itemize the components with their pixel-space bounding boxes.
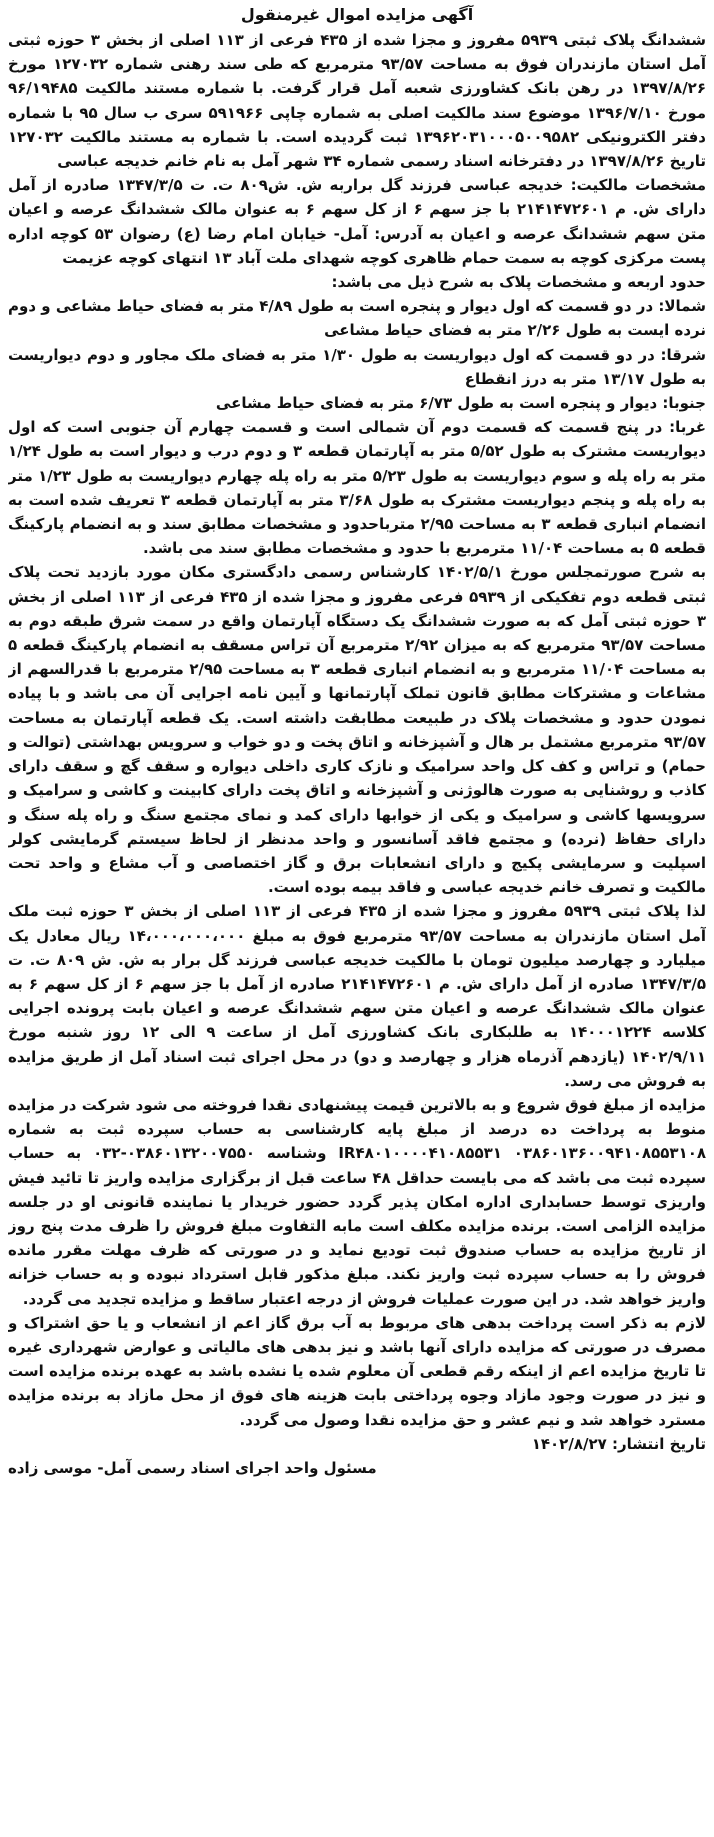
boundary-north: شمالا: در دو قسمت که اول دیوار و پنجره است به طول ۴/۸۹ متر به فضای حیاط مشاعی و دوم نرده ایست به طول ۲/۲۶ متر به فضای حیاط مشاعی <box>8 297 706 340</box>
boundaries-heading: حدود اربعه و مشخصات پلاک به شرح ذیل می باشد: <box>331 273 706 292</box>
signature: مسئول واحد اجرای اسناد رسمی آمل- موسی زاده <box>8 1458 377 1477</box>
auction-terms-paragraph: مزایده از مبلغ فوق شروع و به بالاترین قیمت پیشنهادی نقدا فروخته می شود شرکت در مزایده منوط به پرداخت ده درصد از مبلغ پایه کارشناسی به حساب سپرده ثبت به شماره ۰۳۸۶۰۱۳۶۰۰۹۴۱۰۸۵۵۳۱۰۸ IR۴۸۰۱۰۰۰۰۴۱۰۸۵۵۳۱ وشناسه ۰۳۸۶۰۱۳۲۰۰۷۵۵۰-۰۳۲ به حساب سپرده ثبت می باشد که می بایست حداقل ۴۸ ساعت قبل از برگزاری مزایده واریز تا تائید فیش واریزی توسط حسابداری اداره امکان پذیر گردد حضور خریدار یا نماینده قانونی او در جلسه مزایده الزامی است. برنده مزایده مکلف است مابه التفاوت مبلغ فروش را ظرف مدت پنج روز از تاریخ مزایده به حساب صندوق ثبت تودیع نماید و در صورتی که ظرف مهلت مقرر مانده فروش را به حساب سپرده ثبت واریز نکند. مبلغ مذکور قابل استرداد نبوده و به حساب خزانه واریز خواهد شد. در این صورت عملیات فروش از درجه اعتبار ساقط و مزایده تجدید می گردد. <box>8 1095 706 1308</box>
debts-terms-paragraph: لازم به ذکر است پرداخت بدهی های مربوط به آب برق گاز اعم از انشعاب و یا حق اشتراک و مصرف در صورتی که مزایده دارای آنها باشد و نیز بدهی های مالیاتی و عوارض شهرداری غیره تا تاریخ مزایده اعم از اینکه رقم قطعی آن معلوم شده یا نشده باشد به عهده برنده مزایده است و نیز در صورت وجود مازاد وجوه پرداختی بابت هزینه های فوق از محل مازاد به برنده مزایده مسترد خواهد شد و نیم عشر و حق مزایده نقدا وصول می گردد. <box>8 1313 706 1429</box>
publish-date-row <box>8 1432 706 1456</box>
valuation-paragraph: لذا پلاک ثبتی ۵۹۳۹ مفروز و مجزا شده از ۴۳۵ فرعی از ۱۱۳ اصلی از بخش ۳ حوزه ثبت ملک آمل استان مازندران به مساحت ۹۳/۵۷ مترمربع فوق به مبلغ ۱۴،۰۰۰،۰۰۰،۰۰۰ ریال معادل یک میلیارد و چهارصد میلیون تومان با مالکیت خدیجه عباسی فرزند گل برار به ش. ش ۸۰۹ ت. ت ۱۳۴۷/۳/۵ صادره از آمل دارای ش. م ۲۱۴۱۴۷۲۶۰۱ صادره از آمل با جز سهم ۶ از کل سهم ۶ به عنوان مالک ششدانگ عرصه و اعیان متن سهم ششدانگ عرصه و اعیان بابت پرونده اجرایی کلاسه ۱۴۰۰۰۱۲۲۴ به طلبکاری بانک کشاورزی آمل از ساعت ۹ الی ۱۲ روز شنبه مورخ ۱۴۰۲/۹/۱۱ (یازدهم آذرماه هزار و چهارصد و دو) در محل اجرای ثبت اسناد آمل از طریق مزایده به فروش می رسد. <box>8 902 706 1090</box>
ownership-paragraph: مشخصات مالکیت: خدیجه عباسی فرزند گل براربه ش. ش۸۰۹ ت. ت ۱۳۴۷/۳/۵ صادره از آمل دارای ش. م ۲۱۴۱۴۷۲۶۰۱ با جز سهم ۶ از کل سهم ۶ به عنوان مالک ششدانگ عرصه و اعیان متن سهم ششدانگ عرصه و اعیان به آدرس: آمل- خیابان امام رضا (ع) رضوان ۵۳ کوچه اداره پست مرکزی کوچه به سمت حمام ظاهری کوچه شهدای ملت آباد ۱۳ انتهای کوچه عزیمت <box>8 176 706 267</box>
expert-report-paragraph: به شرح صورتمجلس مورخ ۱۴۰۲/۵/۱ کارشناس رسمی دادگستری مکان مورد بازدید تحت پلاک ثبتی قطعه دوم تفکیکی از ۵۹۳۹ فرعی مفروز و مجزا شده از ۴۳۵ فرعی از ۱۱۳ اصلی از بخش ۳ حوزه ثبتی آمل که به صورت ششدانگ یک دستگاه آپارتمان واقع در سمت شرق طبقه دوم به مساحت ۹۳/۵۷ مترمربع که به میزان ۲/۹۲ مترمربع آن تراس مسقف به انضمام پارکینگ قطعه ۵ به مساحت ۱۱/۰۴ مترمربع و به انضمام انباری قطعه ۳ به مساحت ۲/۹۵ مترمربع با قدرالسهم از مشاعات و مشترکات مطابق قانون تملک آپارتمانها و آیین نامه اجرایی آن می باشد و با پیاده نمودن حدود و مشخصات پلاک در طبیعت مطابقت داشته است. یک قطعه آپارتمان به مساحت ۹۳/۵۷ مترمربع مشتمل بر هال و آشپزخانه و اتاق پخت و دو خواب و سرویس بهداشتی (توالت و حمام) و تراس و کف کل واحد سرامیک و نازک کاری داخلی دیواره و سقف گچ و سقف دارای کاذب و روشنایی به صورت هالوژنی و آشپزخانه و اتاق پخت دارای کابینت و کاشی و سرامیک و سرویسها کاشی و سرامیک و یکی از خوابها دارای کمد و نمای مجتمع سنگ و راه پله سنگ و دارای حفاظ (نرده) و مجتمع فاقد آسانسور و واحد مدنظر از لحاظ سیستم گرمایشی کولر اسپلیت و سرمایشی پکیج و دارای انشعابات برق و گاز اختصاصی و آب مشاع و واحد تحت مالکیت و تصرف خانم خدیجه عباسی و فاقد بیمه بوده است. <box>8 563 706 897</box>
boundary-west: غربا: در پنج قسمت که قسمت دوم آن شمالی است و قسمت چهارم آن جنوبی است که اول دیواریست مشترک به طول ۵/۵۲ متر به آپارتمان قطعه ۳ و دوم درب و دیوار است به طول ۱/۲۴ متر به راه پله و سوم دیواریست به طول ۵/۲۳ متر به راه پله چهارم دیواریست به طول ۱/۲۳ متر به راه پله و پنجم دیواریست مشترک به طول ۳/۶۸ متر به آپارتمان قطعه ۳ تعریف شده است به انضمام انباری قطعه ۳ به مساحت ۲/۹۵ مترباحدود و مشخصات مطابق سند و به انضمام پارکینگ قطعه ۵ به مساحت ۱۱/۰۴ مترمربع با حدود و مشخصات مطابق سند می باشد. <box>8 418 706 558</box>
legal-notice <box>8 4 706 1830</box>
publish-date-value: ۱۴۰۲/۸/۲۷ <box>531 1434 607 1453</box>
property-intro-paragraph: ششدانگ پلاک ثبتی ۵۹۳۹ مفروز و مجزا شده از ۴۳۵ فرعی از ۱۱۳ اصلی از بخش ۳ حوزه ثبتی آمل استان مازندران فوق به مساحت ۹۳/۵۷ مترمربع که طی سند رهنی شماره ۱۲۷۰۳۲ مورخ ۱۳۹۷/۸/۲۶ در رهن بانک کشاورزی شعبه آمل قرار گرفت. با شماره مستند مالکیت ۹۶/۱۹۴۸۵ مورخ ۱۳۹۶/۷/۱۰ موضوع سند مالکیت اصلی به شماره چاپی ۵۹۱۹۶۶ سری ب سال ۹۵ با شماره دفتر الکترونیکی ۱۳۹۶۲۰۳۱۰۰۰۵۰۰۹۵۸۲ ثبت گردیده است. با شماره به مستند مالکیت ۱۲۷۰۳۲ تاریخ ۱۳۹۷/۸/۲۶ در دفترخانه اسناد رسمی شماره ۳۴ شهر آمل به نام خانم خدیجه عباسی <box>8 31 706 171</box>
boundary-east: شرقا: در دو قسمت که اول دیواریست به طول ۱/۳۰ متر به فضای ملک مجاور و دوم دیواریست به طول ۱۳/۱۷ متر به درز انقطاع <box>8 345 706 388</box>
publish-date-label: تاریخ انتشار: <box>612 1434 706 1453</box>
notice-title: آگهی مزایده اموال غیرمنقول <box>240 5 474 24</box>
boundary-south: جنوبا: دیوار و پنجره است به طول ۶/۷۳ متر به فضای حیاط مشاعی <box>215 394 706 413</box>
